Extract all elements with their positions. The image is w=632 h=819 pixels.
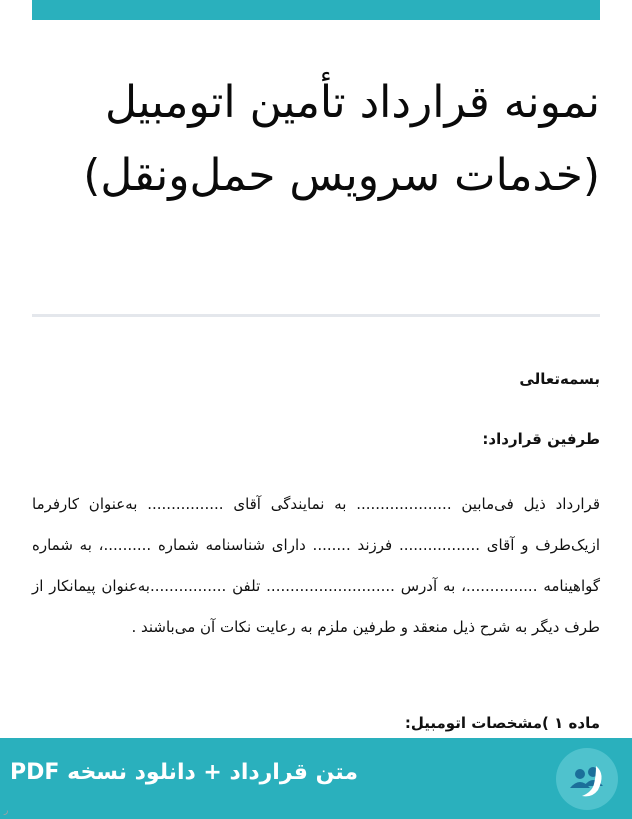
parties-heading: طرفین قرارداد:: [482, 430, 600, 448]
download-footer-banner[interactable]: [0, 738, 632, 819]
parties-paragraph: قرارداد ذیل فی‌مابین .................... به نمایندگی آقای ................ به‌عنوان کارفرما ازیک‌طرف و آقای ................. فرزند ........ دارای شناسنامه شماره ..........، به شماره گواهینامه ...............، به آدرس ........................... تلفن ................به‌عنوان پیمانکار از طرف دیگر به شرح ذیل منعقد و طرفین ملزم به رعایت نکات آن می‌باشند .: [32, 495, 600, 636]
top-accent-bar: [32, 0, 600, 20]
people-group-icon: [556, 748, 618, 810]
title-divider: [32, 314, 600, 317]
article1-heading: ماده ۱ )مشخصات اتومبیل:: [404, 714, 600, 732]
download-pdf-link[interactable]: متن قرارداد + دانلود نسخه PDF: [10, 760, 358, 785]
corner-mark: ر: [4, 806, 9, 816]
basmala-heading: بسمه‌تعالی: [519, 370, 600, 388]
people-group-icon-graphic: [556, 748, 618, 810]
page-title: نمونه قرارداد تأمین اتومبیل (خدمات سرویس حمل‌ونقل): [83, 77, 600, 201]
